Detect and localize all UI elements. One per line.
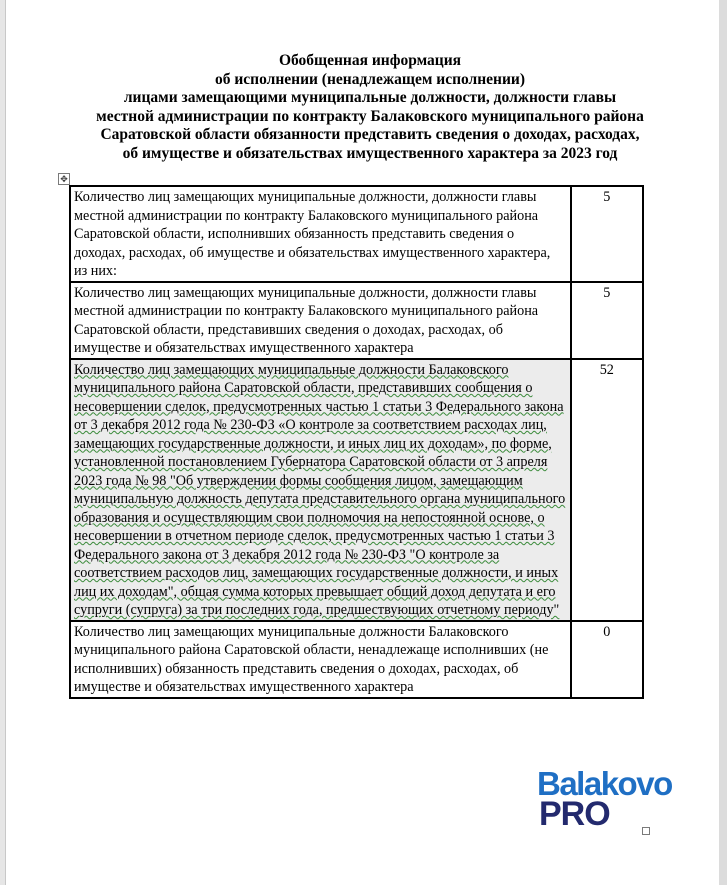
title-line-1: Обобщенная информация — [278, 52, 462, 69]
title-line-6: об имуществе и обязательствах имущественного характера за 2023 год — [122, 144, 618, 162]
watermark-line-1: Balakovo — [537, 765, 672, 802]
watermark-line-2: PRO — [539, 795, 610, 833]
move-icon[interactable]: ✥ — [58, 173, 70, 185]
row-value[interactable]: 52 — [571, 359, 643, 621]
row-value[interactable]: 0 — [571, 621, 643, 698]
row-description[interactable]: Количество лиц замещающих муниципальные должности, должности главы местной администрации по контракту Балаковского муниципального района Саратовской области, представивших сведения о доходах, расходах, об имуществе и обязательствах имущественного характера — [70, 282, 571, 359]
row-description[interactable]: Количество лиц замещающих муниципальные должности Балаковского муниципального района Саратовской области, представивших сообщения о несовершении сделок, предусмотренных частью 1 статьи 3 Федерального закона от 3 декабря 2012 года № 230-ФЗ «О контроле за соответствием расходах лиц, замещающих государственные должности, и иных лиц их доходам», по форме, установленной постановлением Губернатора Саратовской области от 3 апреля 2023 года № 98 "Об утверждении формы сообщения лицом, замещающим муниципальную должность депутата представительного органа муниципального образования и осуществляющим свои полномочия на непостоянной основе, о несовершении в отчетном периоде сделок, предусмотренных частью 1 статьи 3 Федерального закона от 3 декабря 2012 года № 230-ФЗ "О контроле за соответствием расходов лиц, замещающих государственные должности, и иных лиц их доходам", общая сумма которых превышает общий доход депутата и его супруги (супруга) за три последних года, предшествующих отчетному периоду" — [70, 359, 571, 621]
title-line-5: Саратовской области обязанности представить сведения о доходах, расходах, — [100, 126, 640, 143]
right-scrollbar[interactable] — [719, 0, 727, 885]
row-description[interactable]: Количество лиц замещающих муниципальные должности Балаковского муниципального района Саратовской области, ненадлежаще исполнивших (не исполнивших) обязанность представить сведения о доходах, расходах, об имуществе и обязательствах имущественного характера — [70, 621, 571, 698]
table-row — [70, 186, 643, 282]
table-row — [70, 621, 643, 698]
balakovo-pro-watermark-logo — [537, 765, 697, 835]
row-value[interactable]: 5 — [571, 186, 643, 282]
table-row — [70, 359, 643, 621]
title-line-2: об исполнении (ненадлежащем исполнении) — [214, 70, 526, 88]
row-value[interactable]: 5 — [571, 282, 643, 359]
row-description[interactable]: Количество лиц замещающих муниципальные должности, должности главы местной администрации по контракту Балаковского муниципального района Саратовской области, исполнивших обязанность представить сведения о доходах, расходах, об имуществе и обязательствах имущественного характера, из них: — [70, 186, 571, 282]
info-table — [69, 185, 644, 699]
title-line-4: местной администрации по контракту Балаковского муниципального района — [96, 107, 644, 125]
title-line-3: лицами замещающими муниципальные должности, должности главы — [123, 89, 617, 106]
document-title — [60, 52, 680, 163]
table-row — [70, 282, 643, 359]
